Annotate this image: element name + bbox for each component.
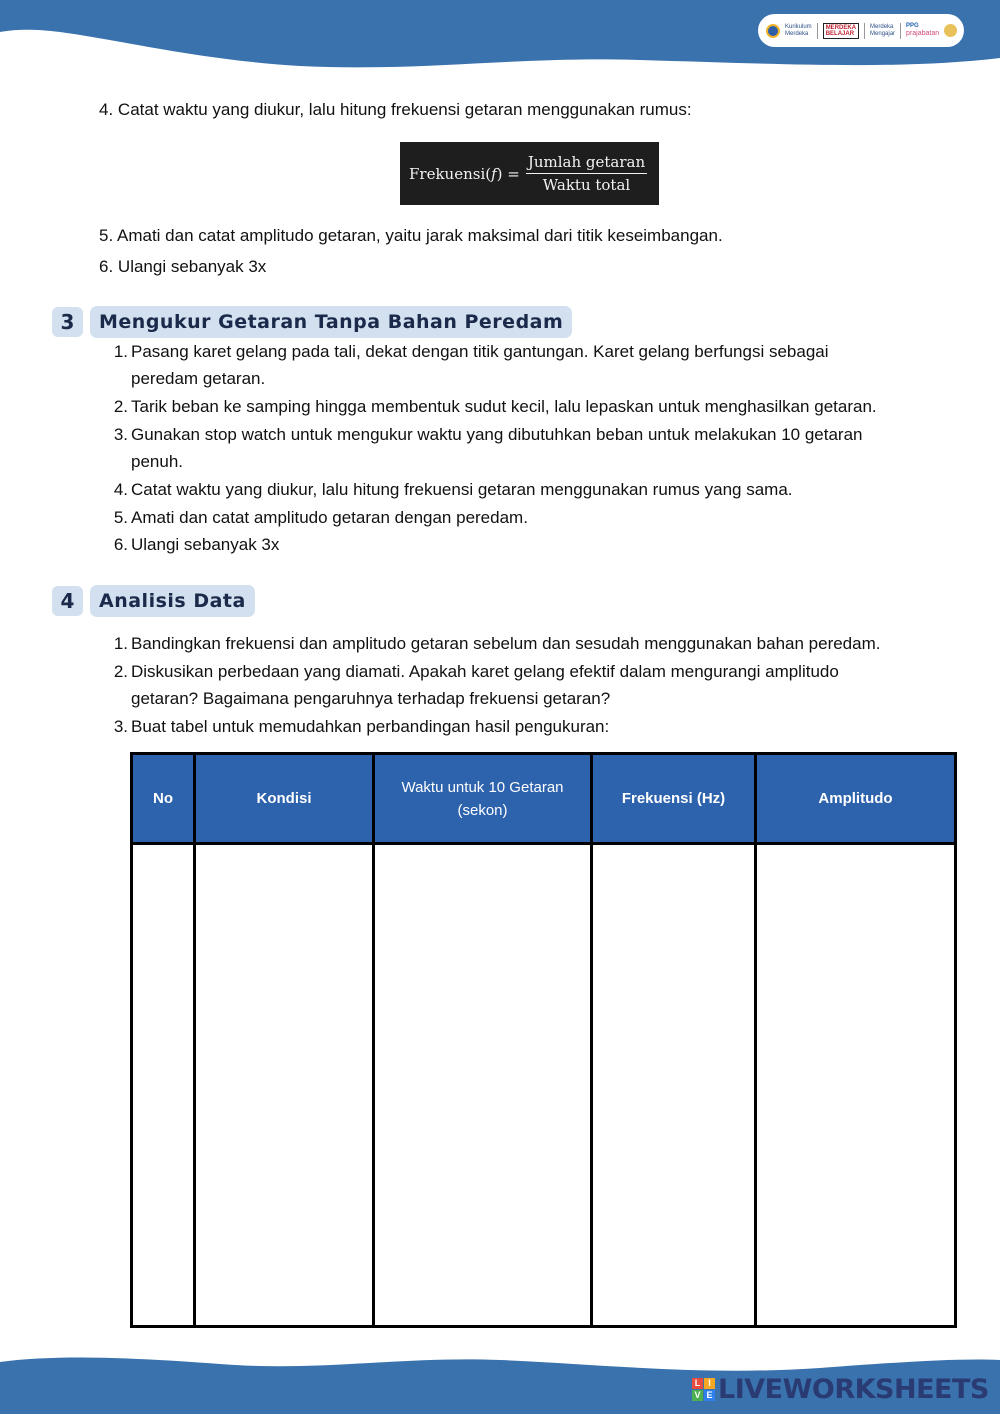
list-number: 3. xyxy=(113,425,128,444)
table-row xyxy=(132,844,956,1327)
list-item-text: Pasang karet gelang pada tali, dekat dengan titik gantungan. Karet gelang berfungsi sebagai xyxy=(131,342,829,361)
list-item-text: Ulangi sebanyak 3x xyxy=(131,535,280,554)
merdeka-mengajar-logo: Merdeka Mengajar xyxy=(870,23,896,37)
cell-frekuensi[interactable] xyxy=(592,844,756,1327)
frequency-formula: Frekuensi(𝑓) = $\frac{\text{Jumlah getaran}}{\text{Waktu total}}$ xyxy=(400,142,659,205)
list-item-text: getaran? Bagaimana pengaruhnya terhadap frekuensi getaran? xyxy=(131,689,611,708)
header-no: No xyxy=(132,754,195,844)
list-number: 1. xyxy=(113,634,128,653)
liveworksheets-logo xyxy=(692,1374,989,1405)
logo-divider xyxy=(900,23,901,39)
list-item-text: Tarik beban ke samping hingga membentuk sudut kecil, lalu lepaskan untuk menghasilkan getaran. xyxy=(131,397,877,416)
cell-no[interactable] xyxy=(132,844,195,1327)
liveworksheets-wordmark: LIVEWORKSHEETS xyxy=(718,1374,989,1405)
logo-divider xyxy=(817,23,818,39)
list-item-text: penuh. xyxy=(131,452,183,471)
header-amplitudo: Amplitudo xyxy=(756,754,956,844)
kurikulum-merdeka-logo: Kurikulum Merdeka xyxy=(785,23,812,37)
cell-waktu[interactable] xyxy=(374,844,592,1327)
list-item-text: Amati dan catat amplitudo getaran dengan peredam. xyxy=(131,508,528,527)
section-title: Analisis Data xyxy=(90,585,255,617)
kemdikbud-logo-icon xyxy=(766,24,780,38)
list-item-text: Gunakan stop watch untuk mengukur waktu yang dibutuhkan beban untuk melakukan 10 getaran xyxy=(131,425,863,444)
cell-kondisi[interactable] xyxy=(195,844,374,1327)
merdeka-belajar-logo: MERDEKA BELAJAR xyxy=(823,23,859,39)
list-number: 1. xyxy=(113,342,128,361)
header-frekuensi: Frekuensi (Hz) xyxy=(592,754,756,844)
list-number: 2. xyxy=(113,397,128,416)
list-item: 6. Ulangi sebanyak 3x xyxy=(99,257,267,276)
formula-fraction: $\frac{\text{Jumlah getaran}}{\text{Waktu total}}$ xyxy=(527,153,646,194)
logo-divider xyxy=(864,23,865,39)
list-item-text: Bandingkan frekuensi dan amplitudo getaran sebelum dan sesudah menggunakan bahan peredam. xyxy=(131,634,881,653)
list-item-text: Catat waktu yang diukur, lalu hitung frekuensi getaran menggunakan rumus yang sama. xyxy=(131,480,793,499)
measurement-table xyxy=(130,752,957,1328)
table-header-row xyxy=(132,754,956,844)
header-kondisi: Kondisi xyxy=(195,754,374,844)
list-item-text: Diskusikan perbedaan yang diamati. Apakah karet gelang efektif dalam mengurangi amplitudo xyxy=(131,662,839,681)
list-number: 4. xyxy=(113,480,128,499)
list-item: 4. Catat waktu yang diukur, lalu hitung frekuensi getaran menggunakan rumus: xyxy=(99,100,692,119)
list-item-text: Buat tabel untuk memudahkan perbandingan hasil pengukuran: xyxy=(131,717,610,736)
ppg-prajabatan-logo: PPG prajabatan xyxy=(906,23,940,37)
section-title: Mengukur Getaran Tanpa Bahan Peredam xyxy=(90,306,572,338)
university-seal-icon xyxy=(944,24,957,37)
list-number: 2. xyxy=(113,662,128,681)
section-number: 4 xyxy=(52,586,83,616)
header-waktu: Waktu untuk 10 Getaran (sekon) xyxy=(374,754,592,844)
list-number: 5. xyxy=(113,508,128,527)
partner-logos xyxy=(758,14,964,47)
list-number: 3. xyxy=(113,717,128,736)
list-item: 5. Amati dan catat amplitudo getaran, yaitu jarak maksimal dari titik keseimbangan. xyxy=(99,226,723,245)
list-number: 6. xyxy=(113,535,128,554)
cell-amplitudo[interactable] xyxy=(756,844,956,1327)
section-number: 3 xyxy=(52,307,83,337)
list-item-text: peredam getaran. xyxy=(131,369,266,388)
liveworksheets-grid-icon: L I V E xyxy=(692,1378,715,1401)
